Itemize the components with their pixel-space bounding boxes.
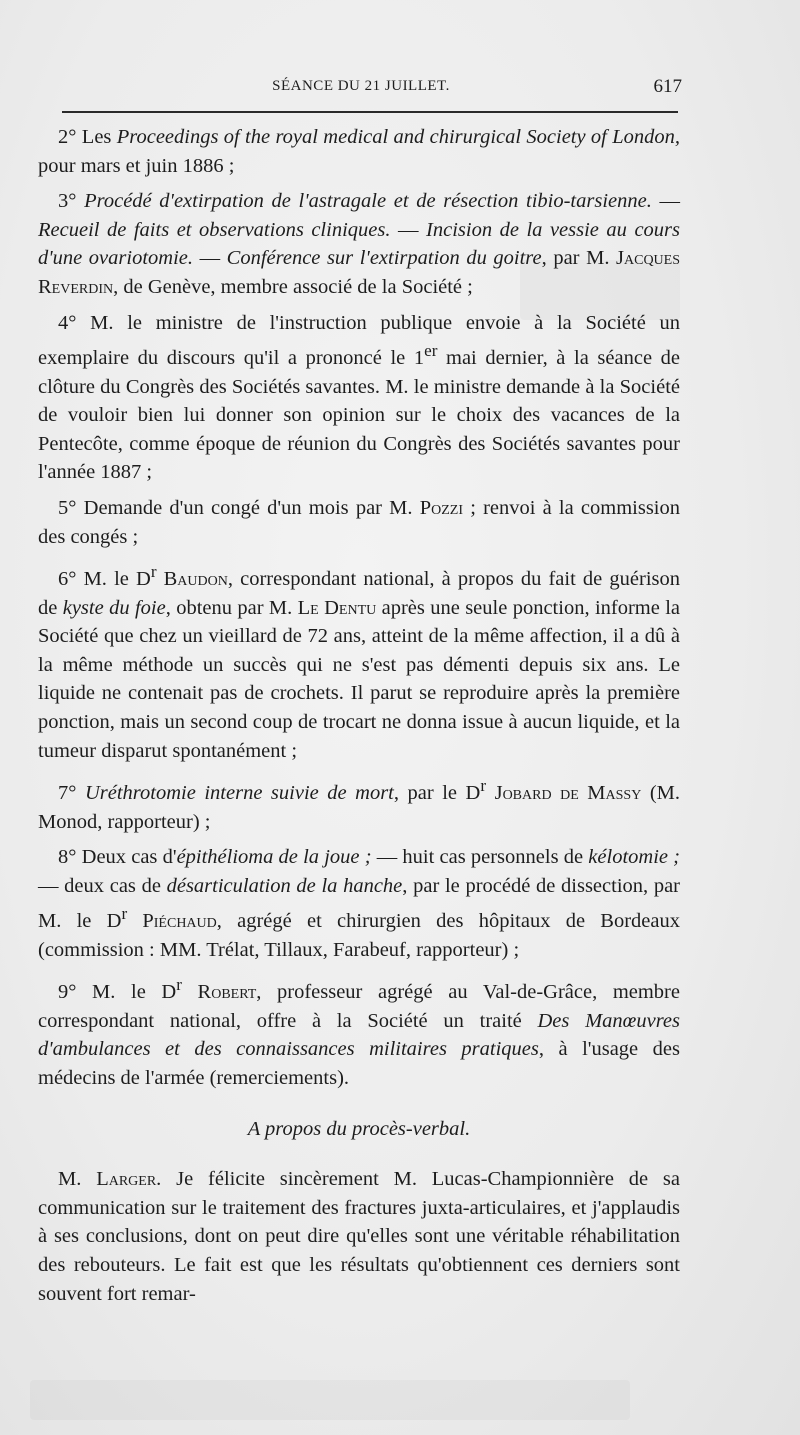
- author-name: Jacques Reverdin: [38, 247, 681, 298]
- list-item-6: 6° M. le $D^r$ Baudon, correspondant national, à propos du fait de guérison de kyste du foie, obtenu par M. Le Dentu après une seule ponction, informe la Société que chez un vieillard de 72 ans, atteint de la même affection, il a dû à la même méthode un succès qui ne s'est pas démenti depuis six ans. Le liquide ne contenait pas de crochets. Il parut se reproduire après la première ponction, mais un second coup de trocart ne donna issue à aucun liquide, et la tumeur disparut spontanément ;: [38, 562, 681, 762]
- work-title: Procédé d'extirpation de l'astragale et de résection tibio-tarsienne.: [84, 190, 652, 213]
- author-name: Pozzi: [419, 496, 464, 519]
- author-name: Robert: [181, 981, 257, 1004]
- list-item-5: 5° Demande d'un congé d'un mois par M. Pozzi ; renvoi à la commission des congés ;: [38, 496, 680, 548]
- header-rule: [62, 111, 678, 113]
- list-item-3: 3° Procédé d'extirpation de l'astragale et de résection tibio-tarsienne. — Recueil de faits et observations cliniques. — Incision de la vessie au cours d'une ovariotomie. — Conférence sur l'extirpation du goitre, par M. Jacques Reverdin, de Genève, membre associé de la Société ;: [38, 190, 681, 298]
- author-name: Jobard de Massy: [486, 781, 642, 804]
- section-heading: A propos du procès-verbal.: [247, 1117, 471, 1140]
- work-title: Uréthrotomie interne suivie de mort: [84, 781, 394, 804]
- show-through-smudge: [30, 1380, 630, 1420]
- author-name: Baudon: [156, 567, 228, 590]
- work-title: désarticulation de la hanche: [166, 874, 403, 897]
- list-item-7: 7° Uréthrotomie interne suivie de mort, par le $D^r$ Jobard de Massy (M. Monod, rapporteur) ;: [38, 776, 681, 833]
- work-title: Conférence sur l'extirpation du goitre: [226, 247, 542, 270]
- work-title: Des Manœuvres d'ambulances et des connaissances militaires pratiques: [38, 1009, 680, 1061]
- work-title: épithélioma de la joue ;: [176, 846, 372, 869]
- list-item-9: 9° M. le $D^r$ Robert, professeur agrégé au Val-de-Grâce, membre correspondant national, offre à la Société un traité Des Manœuvres d'ambulances et des connaissances militaires pratiques, à l'usage des médecins de l'armée (remerciements).: [38, 975, 680, 1089]
- page-header: [40, 74, 682, 102]
- page-number: 617: [653, 76, 682, 97]
- body-text: [38, 123, 680, 1315]
- work-title: Recueil de faits et observations cliniques.: [38, 218, 391, 241]
- list-item-4: 4° M. le ministre de l'instruction publique envoie à la Société un exemplaire du discours qu'il a prononcé le 1er mai dernier, à la séance de clôture du Congrès des Sociétés savantes. M. le ministre demande à la Société de vouloir bien lui donner son opinion sur le choix des vacances de la Pentecôte, comme époque de réunion du Congrès des Sociétés savantes pour l'année 1887 ;: [38, 311, 680, 484]
- speaker-name: Larger: [96, 1168, 157, 1191]
- work-title: kyste du foie: [62, 596, 166, 619]
- list-item-8: 8° Deux cas d'épithélioma de la joue ; — huit cas personnels de kélotomie ; — deux cas de désarticulation de la hanche, par le procédé de dissection, par M. le $D^r$ Piéchaud, agrégé et chirurgien des hôpitaux de Bordeaux (commission : MM. Trélat, Tillaux, Farabeuf, rapporteur) ;: [38, 846, 681, 961]
- list-item-2: 2° Les Proceedings of the royal medical and chirurgical Society of London, pour mars et juin 1886 ;: [38, 126, 680, 177]
- author-name: Le Dentu: [297, 596, 377, 619]
- running-title: SÉANCE DU 21 JUILLET.: [272, 78, 450, 94]
- work-title: Incision de la vessie au cours d'une ovariotomie.: [38, 218, 681, 270]
- work-title: kélotomie ;: [588, 846, 681, 869]
- paragraph-larger: M. Larger. Je félicite sincèrement M. Lucas-Championnière de sa communication sur le traitement des fractures juxta-articulaires, et j'applaudis à ses conclusions, dont on peut dire qu'elles sont une véritable réhabilitation des rebouteurs. Le fait est que les résultats qu'obtiennent ces derniers sont souvent fort remar-: [38, 1168, 680, 1305]
- journal-title: Proceedings of the royal medical and chirurgical Society of London,: [116, 126, 680, 148]
- author-name: Piéchaud: [127, 910, 217, 933]
